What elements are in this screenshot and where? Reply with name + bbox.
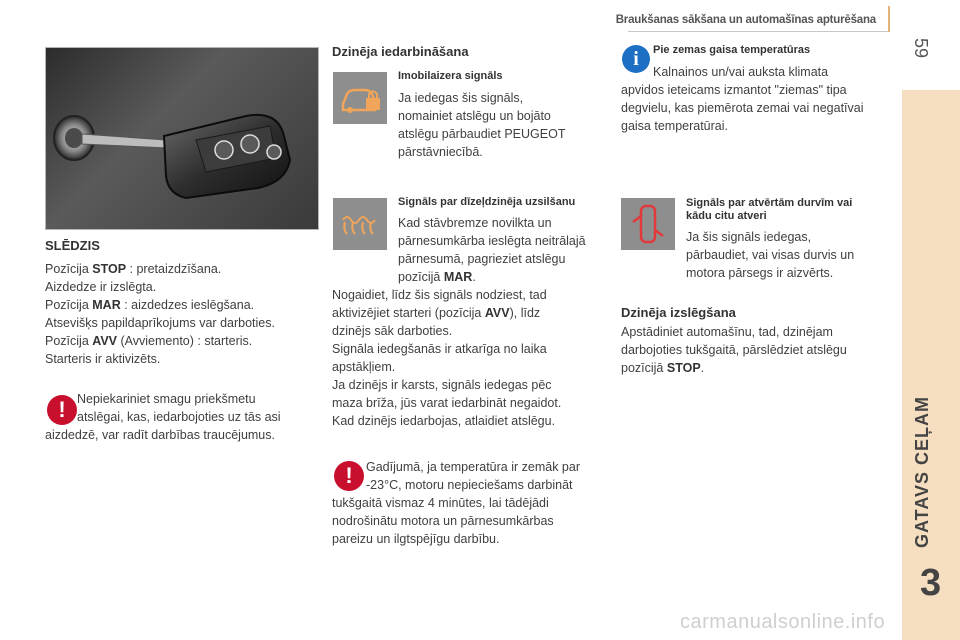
section-title-stopping: Dzinēja izslēgšana xyxy=(621,305,736,320)
door-open-text: Ja šis signāls iedegas, pārbaudiet, vai visas durvis un motora pārsegs ir aizvērts. xyxy=(686,230,855,280)
starting-paragraph: Nogaidiet, līdz šis signāls nodziest, tad aktivizējiet starteri (pozīcija AVV), līdz dzinējs sāk darboties. Signāla iedegšanās ir atkarīga no laika apstākļiem. Ja dzinējs ir karsts, signāls iedegas pēc maza brīža, jūs varat iedarbināt negaidot. Kad dzinējs iedarbojas, atlaidiet atslēgu. xyxy=(332,288,562,428)
section-title-switch: SLĒDZIS xyxy=(45,238,100,253)
glow-plug-icon xyxy=(333,198,387,250)
glow-plug-title: Signāls par dīzeļdzinēja uzsilšanu xyxy=(398,196,576,208)
switch-line: Pozīcija STOP : pretaizdzīšana. xyxy=(45,262,222,276)
warning-note-key xyxy=(45,390,325,444)
info-icon: i xyxy=(622,45,650,73)
glow-plug-text: Kad stāvbremze novilkta un pārnesumkārba ieslēgta neitrālajā pārnesumā, pagrieziet atslēgu pozīcijā MAR. xyxy=(398,216,586,284)
warning-note-cold: Gadījumā, ja temperatūra ir zemāk par -23°C, motoru nepieciešams darbināt tukšgaitā vismaz 4 minūtes, lai tādējādi nodrošinātu motora un pārnesumkārbas pareizu un ilgtspējīgu darbību. xyxy=(332,460,580,546)
header-tick xyxy=(888,6,890,32)
ignition-key-illustration xyxy=(46,48,318,229)
door-open-icon xyxy=(621,198,675,250)
running-header: Braukšanas sākšana un automašīnas apturēšana xyxy=(615,14,876,26)
warning-line: Nepiekariniet smagu priekšmetu xyxy=(77,392,256,406)
switch-line: Pozīcija MAR : aizdedzes ieslēgšana. xyxy=(45,298,255,312)
watermark: carmanualsonline.info xyxy=(680,611,886,633)
chapter-title: GATAVS CEĻAM xyxy=(912,396,932,548)
immobilizer-text: Ja iedegas šis signāls, nomainiet atslēgu un bojāto atslēgu pārbaudiet PEUGEOT pārstāvniecībā. xyxy=(398,91,566,159)
switch-line: Aizdedze ir izslēgta. xyxy=(45,280,157,294)
immobilizer-icon xyxy=(333,72,387,124)
switch-line: Starteris ir aktivizēts. xyxy=(45,352,161,366)
warning-line: aizdedzē, var radīt darbības traucējumus. xyxy=(45,428,275,442)
page-number: 59 xyxy=(911,38,931,59)
cold-weather-title: Pie zemas gaisa temperatūras xyxy=(653,44,811,56)
door-open-title: Signāls par atvērtām durvīm vai kādu citu atveri xyxy=(686,197,853,222)
warning-line: atslēgai, kas, iedarbojoties uz tās asi xyxy=(77,410,281,424)
switch-line: Pozīcija AVV (Avviemento) : starteris. xyxy=(45,334,253,348)
section-title-starting: Dzinēja iedarbināšana xyxy=(332,44,469,59)
switch-positions xyxy=(45,260,315,368)
immobilizer-title: Imobilaizera signāls xyxy=(398,70,503,82)
warning-icon: ! xyxy=(334,461,364,491)
header-rule xyxy=(628,31,890,32)
warning-icon: ! xyxy=(47,395,77,425)
stopping-text: Apstādiniet automašīnu, tad, dzinējam darbojoties tukšgaitā, pārslēdziet atslēgu pozīcijā STOP. xyxy=(621,325,847,375)
switch-line: Atsevišķs papildaprīkojums var darboties. xyxy=(45,316,275,330)
ignition-key-photo xyxy=(45,47,319,230)
chapter-sidebar xyxy=(902,90,960,640)
cold-weather-text: Kalnainos un/vai auksta klimata apvidos ieteicams izmantot "ziemas" tipa degvielu, kas piemērota zemai vai negatīvai gaisa temperatūrai. xyxy=(621,65,864,133)
chapter-number: 3 xyxy=(920,562,942,604)
